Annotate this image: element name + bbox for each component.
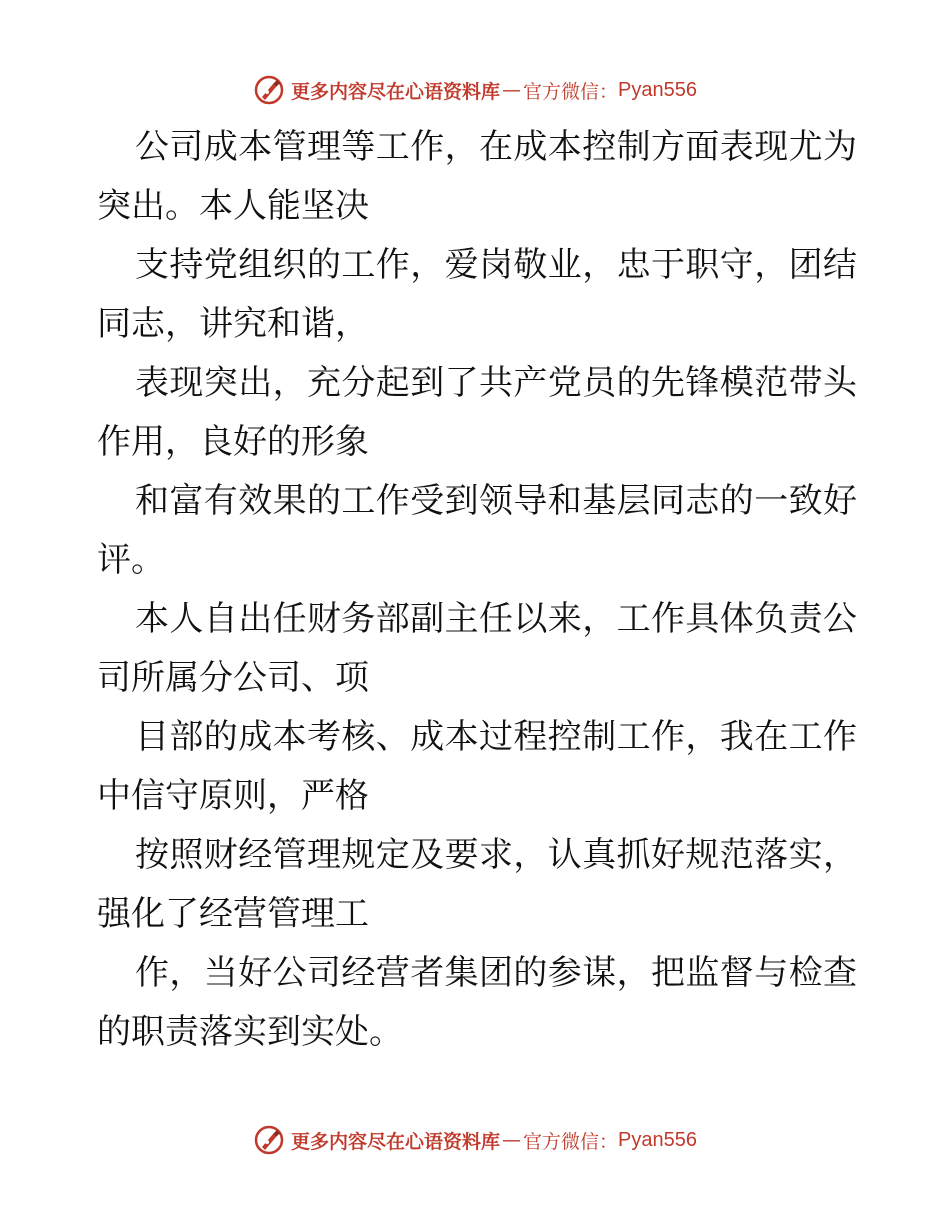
paragraph-5: [97, 590, 857, 708]
text-line: 按照财经管理规定及要求，认真抓好规范落实，: [135, 835, 857, 875]
banner-site-name: 更多内容尽在心语资料库: [291, 80, 501, 103]
text-line: 作，当好公司经营者集团的参谋，把监督与检查: [135, 953, 857, 993]
text-line: 中信守原则，严格: [97, 776, 369, 816]
text-line: 司所属分公司、项: [97, 658, 369, 698]
header-banner: [0, 70, 950, 110]
text-line: 表现突出，充分起到了共产党员的先锋模范带头: [135, 363, 857, 403]
paragraph-8: [97, 944, 857, 1062]
text-line: 作用，良好的形象: [97, 422, 369, 462]
paragraph-6: [97, 708, 857, 826]
text-line: 突出。本人能坚决: [97, 186, 369, 226]
footer-banner: [0, 1120, 950, 1160]
paragraph-3: [97, 354, 857, 472]
text-line: 本人自出任财务部副主任以来，工作具体负责公: [135, 599, 857, 639]
text-line: 的职责落实到实处。: [97, 1012, 403, 1052]
text-line: 和富有效果的工作受到领导和基层同志的一致好: [135, 481, 857, 521]
paragraph-2: [97, 236, 857, 354]
document-body: [97, 118, 857, 1062]
text-line: 强化了经营管理工: [97, 894, 369, 934]
text-line: 同志，讲究和谐，: [97, 304, 369, 344]
banner-dash: —: [502, 1129, 522, 1151]
text-line: 公司成本管理等工作，在成本控制方面表现尤为: [135, 127, 857, 167]
banner-wechat-id: Pyan556: [618, 1128, 697, 1151]
banner-wechat-id: Pyan556: [618, 78, 697, 101]
paragraph-4: [97, 472, 857, 590]
pen-logo-icon: [253, 74, 285, 106]
text-line: 目部的成本考核、成本过程控制工作，我在工作: [135, 717, 857, 757]
pen-logo-icon: [253, 1124, 285, 1156]
text-line: 评。: [97, 540, 165, 580]
banner-wechat-label: 官方微信：: [523, 1130, 619, 1153]
banner-dash: —: [502, 79, 522, 101]
text-line: 支持党组织的工作，爱岗敬业，忠于职守，团结: [135, 245, 857, 285]
paragraph-7: [97, 826, 857, 944]
banner-site-name: 更多内容尽在心语资料库: [291, 1130, 501, 1153]
paragraph-1: [97, 118, 857, 236]
banner-wechat-label: 官方微信：: [523, 80, 619, 103]
